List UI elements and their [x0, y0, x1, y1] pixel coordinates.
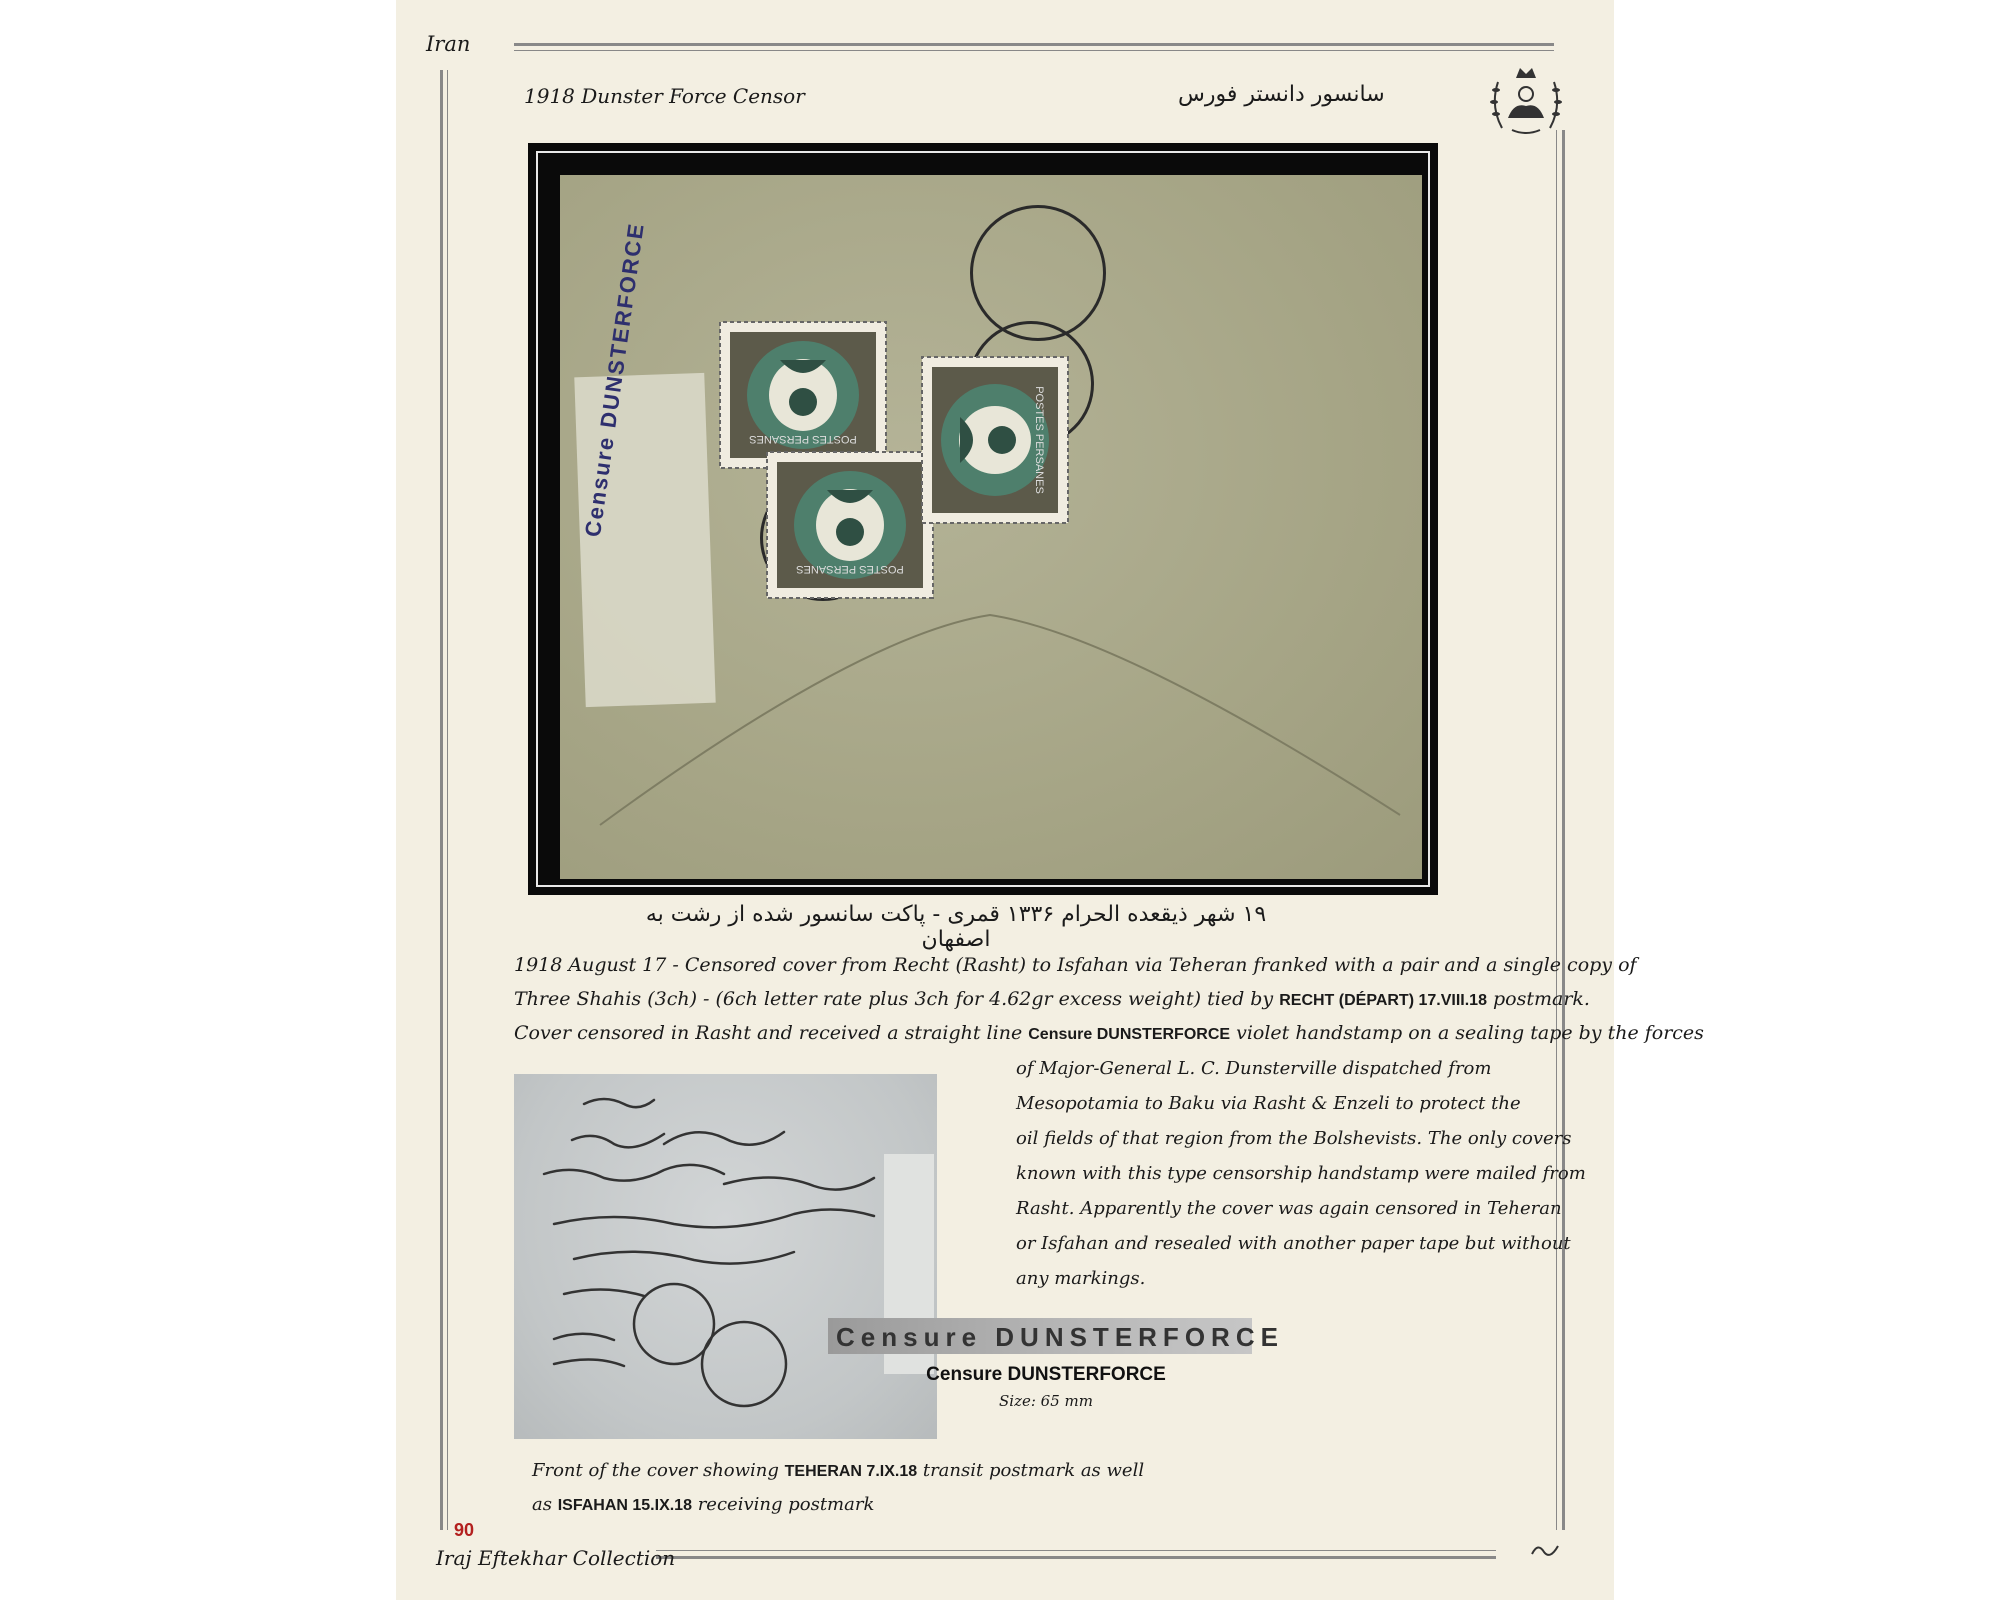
- front-caption-text: Front of the cover showing: [532, 1460, 785, 1481]
- stamp-text: POSTES PERSANES: [1033, 386, 1045, 494]
- page-title-english: 1918 Dunster Force Censor: [524, 84, 805, 108]
- description-side-line: known with this type censorship handstamp were mailed from: [1016, 1163, 1586, 1184]
- cover-back-image: [560, 175, 1422, 879]
- lion-and-sun-emblem-icon: [1484, 58, 1568, 142]
- caption-persian: ۱۹ شهر ذیقعده الحرام ۱۳۳۶ قمری - پاکت سانسور شده از رشت به اصفهان: [645, 902, 1267, 952]
- frame-bottom-line-thin: [656, 1550, 1496, 1551]
- description-side-line: Mesopotamia to Baku via Rasht & Enzeli to protect the: [1016, 1093, 1521, 1114]
- frame-top-line-thin: [514, 50, 1554, 51]
- postage-stamp-icon: [920, 355, 1070, 525]
- signature-mark-icon: [1528, 1536, 1562, 1562]
- front-caption-text: transit postmark as well: [917, 1460, 1145, 1481]
- front-caption-line-2: [532, 1494, 874, 1515]
- description-side-line: any markings.: [1016, 1268, 1146, 1289]
- description-text: postmark.: [1486, 988, 1590, 1010]
- country-label: Iran: [426, 32, 471, 56]
- album-page: [396, 0, 1704, 1600]
- description-line-1: 1918 August 17 - Censored cover from Recht (Rasht) to Isfahan via Teheran franked with a pair and a single copy of: [514, 954, 1637, 976]
- description-side-line: oil fields of that region from the Bolshevists. The only covers: [1016, 1128, 1572, 1149]
- postage-stamp-icon: [718, 320, 888, 470]
- description-text: Cover censored in Rasht and received a straight line: [514, 1022, 1029, 1044]
- stamp-text: POSTES PERSANES: [749, 433, 857, 445]
- cover-front-image: [514, 1074, 937, 1439]
- page-title-persian: سانسور دانستر فورس: [1178, 82, 1385, 107]
- postage-stamp-icon: [765, 450, 935, 600]
- cover-mount: [528, 143, 1438, 895]
- censor-handstamp-sample-text: Censure DUNSTERFORCE: [836, 1322, 1284, 1352]
- frame-left-line-thin: [447, 70, 448, 1530]
- description-text: violet handstamp on a sealing tape by the forces: [1230, 1022, 1704, 1044]
- censor-sample-label: Censure DUNSTERFORCE: [926, 1364, 1166, 1385]
- postmark-reference: RECHT (DÉPART) 17.VIII.18: [1279, 992, 1487, 1009]
- front-caption-line-1: [532, 1460, 1144, 1481]
- page-number: 90: [454, 1520, 475, 1540]
- censor-sample-size: Size: 65 mm: [999, 1392, 1093, 1410]
- description-line-2: [514, 988, 1590, 1010]
- description-side-line: or Isfahan and resealed with another paper tape but without: [1016, 1233, 1571, 1254]
- censor-reference: Censure DUNSTERFORCE: [1028, 1026, 1231, 1043]
- frame-right-line-thin: [1556, 130, 1557, 1530]
- description-side-line: Rasht. Apparently the cover was again censored in Teheran: [1016, 1198, 1562, 1219]
- handwritten-address: [514, 1074, 937, 1439]
- front-caption-text: as: [532, 1494, 558, 1515]
- censor-handstamp-violet: Censure DUNSTERFORCE: [580, 220, 649, 539]
- transit-postmark-reference: TEHERAN 7.IX.18: [784, 1463, 918, 1480]
- cover-mount-border: [536, 151, 1430, 887]
- front-caption-text: receiving postmark: [691, 1494, 875, 1515]
- description-side-line: of Major-General L. C. Dunsterville dispatched from: [1016, 1058, 1492, 1079]
- receiving-postmark-reference: ISFAHAN 15.IX.18: [557, 1497, 692, 1514]
- description-text: Three Shahis (3ch) - (6ch letter rate plus 3ch for 4.62gr excess weight) tied by: [514, 988, 1280, 1010]
- stamp-text: POSTES PERSANES: [796, 563, 904, 575]
- frame-top-line: [514, 43, 1554, 46]
- frame-left-line: [440, 70, 443, 1530]
- description-line-3: [514, 1022, 1704, 1044]
- collection-signature: Iraj Eftekhar Collection: [436, 1546, 676, 1570]
- frame-right-line: [1562, 130, 1565, 1530]
- frame-bottom-line: [656, 1556, 1496, 1559]
